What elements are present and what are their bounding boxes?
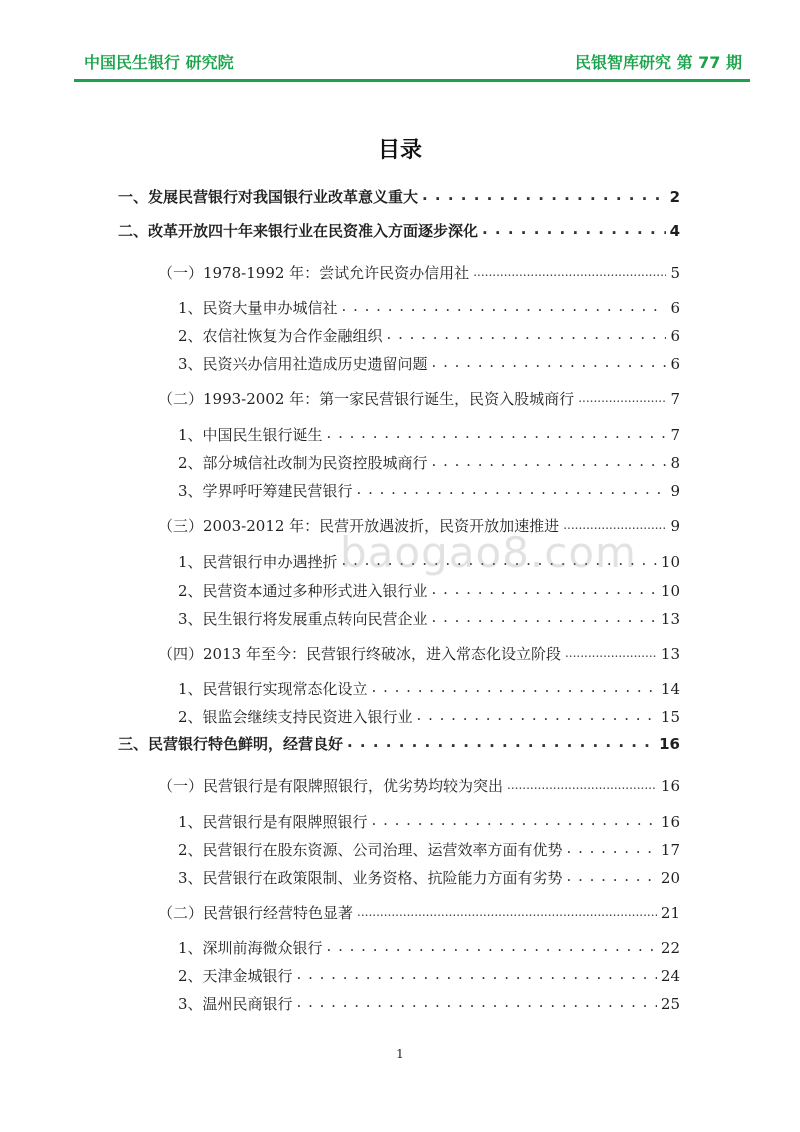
toc-entry[interactable]	[158, 643, 680, 664]
toc-entry[interactable]	[118, 186, 680, 207]
toc-page-number: 16	[659, 735, 680, 753]
toc-entry-title: 1、中国民生银行诞生	[178, 426, 323, 444]
toc-entry[interactable]	[178, 325, 680, 346]
toc-leader	[297, 968, 657, 983]
toc-leader	[578, 391, 666, 406]
toc-leader	[357, 483, 667, 498]
toc-page-number: 15	[660, 708, 680, 726]
toc-entry[interactable]	[158, 775, 680, 796]
toc-page-number: 9	[670, 482, 680, 500]
toc-entry[interactable]	[158, 262, 680, 283]
toc-leader	[372, 814, 657, 829]
toc-leader	[432, 356, 667, 371]
toc-entry-title: 1、民营银行是有限牌照银行	[178, 813, 368, 831]
toc-entry[interactable]	[178, 297, 680, 318]
toc-page-number: 20	[660, 869, 680, 887]
toc-entry-title: 一、发展民营银行对我国银行业改革意义重大	[118, 188, 419, 206]
toc-leader	[482, 223, 666, 238]
toc-page-number: 6	[670, 327, 680, 345]
toc-leader	[342, 300, 667, 315]
toc-entry-title: 2、民营资本通过多种形式进入银行业	[178, 582, 428, 600]
toc-entry-title: 3、民资兴办信用社造成历史遗留问题	[178, 355, 428, 373]
toc-leader	[417, 709, 657, 724]
toc-leader	[327, 940, 657, 955]
toc-leader	[357, 905, 657, 920]
toc-page-number: 17	[660, 841, 680, 859]
toc-page-number: 13	[660, 610, 680, 628]
toc-page-number: 2	[669, 188, 680, 206]
toc-leader	[387, 328, 667, 343]
header-organization: 中国民生银行 研究院	[84, 53, 234, 72]
toc-entry-title: 1、民营银行实现常态化设立	[178, 680, 368, 698]
toc-leader	[432, 455, 667, 470]
toc-leader	[422, 189, 666, 204]
toc-entry[interactable]	[178, 937, 680, 958]
toc-entry[interactable]	[178, 452, 680, 473]
toc-entry-title: 1、民资大量申办城信社	[178, 299, 338, 317]
toc-entry[interactable]	[118, 733, 680, 754]
toc-entry[interactable]	[178, 867, 680, 888]
toc-leader	[473, 265, 666, 280]
toc-entry-title: （三）2003-2012 年：民营开放遇波折，民资开放加速推进	[158, 517, 560, 535]
toc-entry-title: 2、天津金城银行	[178, 967, 293, 985]
toc-leader	[565, 646, 657, 661]
toc-page-number: 4	[669, 222, 680, 240]
toc-entry[interactable]	[178, 608, 680, 629]
toc-entry-title: （一）1978-1992 年：尝试允许民资办信用社	[158, 264, 470, 282]
toc-entry-title: 2、农信社恢复为合作金融组织	[178, 327, 383, 345]
toc-leader	[297, 996, 657, 1011]
toc-leader	[432, 583, 657, 598]
toc-leader	[567, 842, 657, 857]
toc-entry[interactable]	[178, 811, 680, 832]
toc-entry[interactable]	[178, 706, 680, 727]
toc-entry[interactable]	[178, 580, 680, 601]
toc-page-number: 9	[670, 517, 680, 535]
toc-page-number: 21	[660, 904, 680, 922]
toc-page-number: 6	[670, 299, 680, 317]
toc-entry-title: （四）2013 年至今：民营银行终破冰，进入常态化设立阶段	[158, 645, 561, 663]
toc-page-number: 16	[660, 813, 680, 831]
toc-entry-title: （二）1993-2002 年：第一家民营银行诞生，民资入股城商行	[158, 390, 575, 408]
toc-entry[interactable]	[118, 220, 680, 241]
toc-entry-title: （二）民营银行经营特色显著	[158, 904, 354, 922]
page-number: 1	[396, 1047, 404, 1061]
toc-entry-title: 2、民营银行在股东资源、公司治理、运营效率方面有优势	[178, 841, 563, 859]
toc-entry-title: 三、民营银行特色鲜明，经营良好	[118, 735, 344, 753]
toc-entry-title: 2、银监会继续支持民资进入银行业	[178, 708, 413, 726]
toc-leader	[347, 736, 655, 751]
toc-entry-title: （一）民营银行是有限牌照银行，优劣势均较为突出	[158, 777, 504, 795]
toc-page-number: 14	[660, 680, 680, 698]
toc-entry[interactable]	[178, 424, 680, 445]
toc-entry-title: 3、学界呼吁筹建民营银行	[178, 482, 353, 500]
header-divider	[74, 79, 750, 82]
toc-entry[interactable]	[178, 965, 680, 986]
toc-leader	[507, 778, 657, 793]
toc-page-number: 5	[670, 264, 680, 282]
toc-leader	[327, 427, 667, 442]
toc-page-number: 10	[660, 553, 680, 571]
toc-entry-title: 1、民营银行申办遇挫折	[178, 553, 338, 571]
toc-entry[interactable]	[178, 993, 680, 1014]
toc-leader	[372, 681, 657, 696]
toc-entry-title: 二、改革开放四十年来银行业在民资准入方面逐步深化	[118, 222, 479, 240]
watermark: baogao8.com	[340, 528, 637, 577]
toc-leader	[432, 611, 657, 626]
toc-page-number: 13	[660, 645, 680, 663]
toc-page-number: 10	[660, 582, 680, 600]
toc-page-number: 16	[660, 777, 680, 795]
toc-entry-title: 3、民营银行在政策限制、业务资格、抗险能力方面有劣势	[178, 869, 563, 887]
toc-page-number: 8	[670, 454, 680, 472]
toc-leader	[567, 870, 657, 885]
toc-page-number: 25	[660, 995, 680, 1013]
toc-page-number: 7	[670, 390, 680, 408]
toc-page-number: 22	[660, 939, 680, 957]
header-issue: 民银智库研究 第 77 期	[575, 53, 742, 72]
toc-entry[interactable]	[158, 902, 680, 923]
toc-page-number: 7	[670, 426, 680, 444]
toc-page-number: 24	[660, 967, 680, 985]
toc-entry[interactable]	[178, 480, 680, 501]
toc-entry[interactable]	[178, 353, 680, 374]
toc-entry[interactable]	[178, 839, 680, 860]
toc-entry-title: 2、部分城信社改制为民资控股城商行	[178, 454, 428, 472]
toc-page-number: 6	[670, 355, 680, 373]
toc-entry[interactable]	[158, 388, 680, 409]
toc-title: 目录	[377, 138, 422, 163]
toc-entry[interactable]	[178, 678, 680, 699]
toc-entry-title: 3、温州民商银行	[178, 995, 293, 1013]
toc-entry-title: 3、民生银行将发展重点转向民营企业	[178, 610, 428, 628]
toc-entry-title: 1、深圳前海微众银行	[178, 939, 323, 957]
